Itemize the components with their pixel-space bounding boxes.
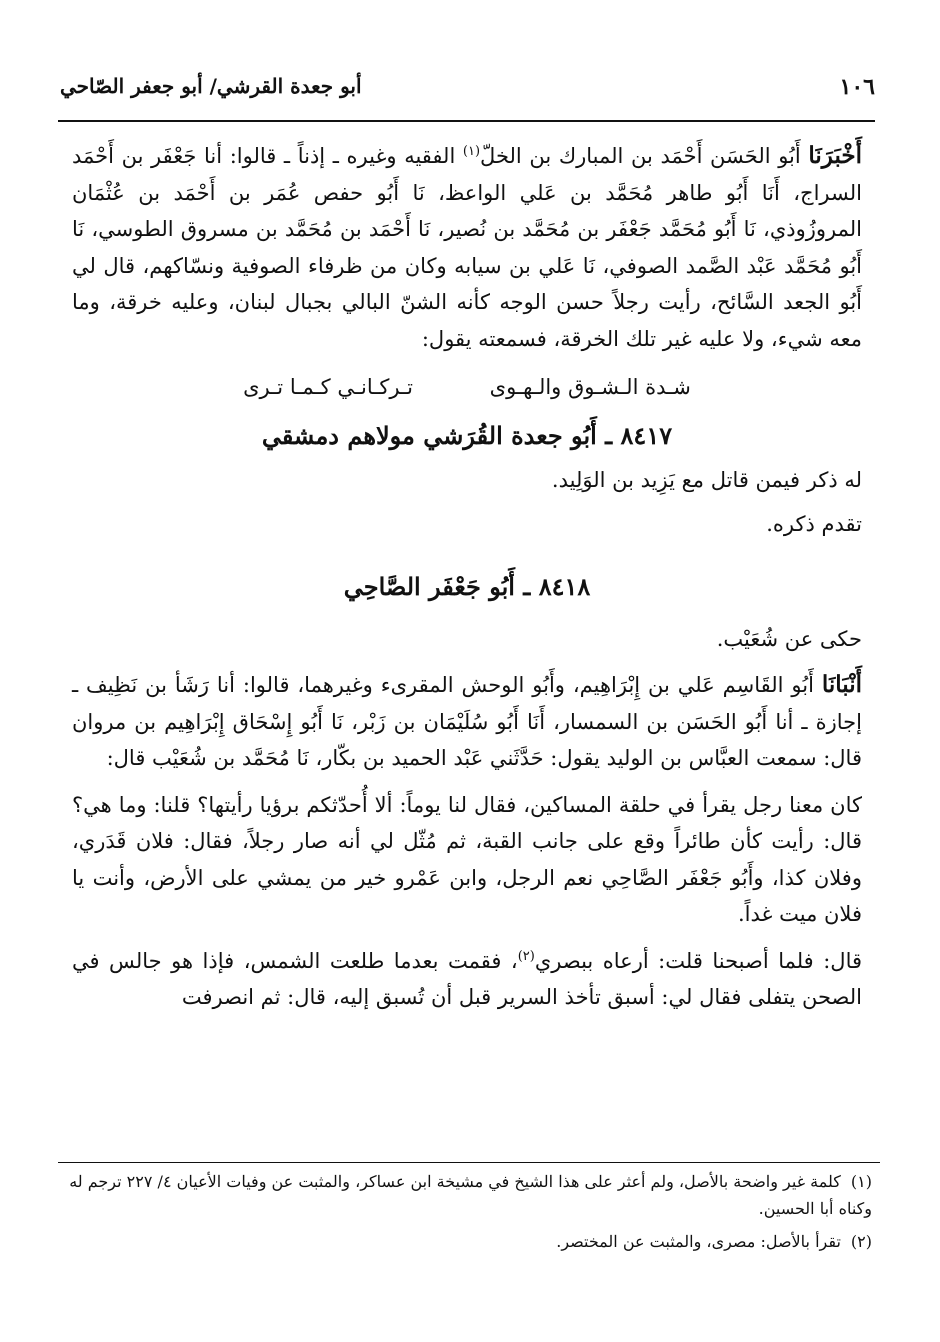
footnote-number: (٢): [850, 1232, 872, 1251]
paragraph-text: ، فقمت بعدما طلعت الشمس، فإذا هو جالس في الصحن يتفلى فقال لي: أسبق تأخذ السرير قبل أن تُسبق إليه، قال: ثم انصرفت: [72, 948, 862, 1009]
footnote-marker[interactable]: (٢): [517, 948, 535, 964]
biography-line: له ذكر فيمن قاتل مع يَزِيد بن الوَلِيد.: [551, 467, 862, 492]
poem-hemistich-2: تـركـانـي كـمـا تـرى: [243, 375, 413, 399]
running-header: [60, 74, 875, 118]
main-text: [72, 138, 862, 1016]
biography-heading-8417: ٨٤١٧ ـ أَبُو جعدة القُرَشي مولاهم دمشقي: [261, 420, 673, 450]
footnote-text: كلمة غير واضحة بالأصل، ولم أعثر على هذا الشيخ في مشيخة ابن عساكر، والمثبت عن وفيات الأعيان ٤/ ٢٢٧ ترجم له وكناه أبا الحسين.: [69, 1172, 872, 1218]
paragraph-story-1: كان معنا رجل يقرأ في حلقة المساكين، فقال لنا يوماً: ألا أُحدّثكم برؤيا رأيتها؟ قلنا: وما هي؟ قال: رأيت كأن طائراً وقع على جانب القبة، ثم مُثّل لي أنه صار رجلاً، فقال: فلان قَدَري، وفلان كذا، وأَبُو جَعْفَر الصَّاحِي نعم الرجل، وابن عَمْرو خير من يمشي على الأرض، وأنت يا فلان ميت غداً.: [72, 792, 862, 926]
footnote-rule: [58, 1162, 880, 1163]
paragraph-isnad-2: [72, 667, 862, 777]
paragraph-text: أَبُو الحَسَن أَحْمَد بن المبارك بن الخلّ: [480, 144, 809, 168]
transmission-term: أَخْبَرَنَا: [808, 142, 862, 169]
paragraph-story-2: [72, 943, 862, 1016]
footnote-number: (١): [850, 1172, 872, 1191]
paragraph-text: الفقيه وغيره ـ إذناً ـ قالوا: أنا جَعْفَر بن أَحْمَد السراج، أَنَا أَبُو طاهر مُحَمَّد بن عَلي الواعظ، نَا أَبُو حفص عُمَر بن أَحْمَد بن عُثْمَان المروزُوذي، نَا أَبُو مُحَمَّد جَعْفَر بن مُحَمَّد بن نُصير، نَا أَحْمَد بن مُحَمَّد بن مسروق الطوسي، نَا أَبُو مُحَمَّد عَبْد الصَّمد الصوفي، نَا عَلي بن سيابه وكان من ظرفاء الصوفية ونسّاكهم، قال لي أَبُو الجعد السَّائح، رأيت رجلاً حسن الوجه كأنه الشنّ البالي بجبال لبنان، وعليه خرقة، وما معه شيء، ولا عليه غير تلك الخرقة، فسمعته يقول:: [72, 144, 862, 351]
footnote: [66, 1168, 872, 1222]
footnote-marker[interactable]: (١): [462, 144, 481, 159]
footnote-text: تقرأ بالأصل: مصرى، والمثبت عن المختصر.: [556, 1232, 841, 1251]
poem-verse: [72, 369, 862, 406]
transmission-term: أَنْبَانَا: [821, 671, 862, 698]
running-title: أبو جعدة القرشي/ أبو جعفر الصّاحي: [60, 74, 362, 98]
paragraph-text: قال: فلما أصبحنا قلت: أرعاه ببصري: [534, 948, 863, 973]
paragraph-text: أَبُو القَاسِم عَلي بن إِبْرَاهِيم، وأَبُو الوحش المقرىء وغيرهما، قالوا: أنا رَشَأ بن نَظِيف ـ إجازة ـ أنا أَبُو الحَسَن بن السمسار، أَنَا أَبُو سُلَيْمَان بن زَبْر، نَا أَبُو إِسْحَاق إِبْرَاهِيم بن مروان قال: سمعت العبَّاس بن الوليد يقول: حَدَّثَني عَبْد الحميد بن بكّار، نَا مُحَمَّد بن شُعَيْب قال:: [72, 673, 862, 770]
biography-intro: حكى عن شُعَيْب.: [716, 626, 862, 651]
page-number: ١٠٦: [839, 74, 875, 100]
footnote: [66, 1228, 872, 1255]
biography-heading-8418: ٨٤١٨ ـ أَبُو جَعْفَر الصَّاحِي: [343, 571, 591, 601]
poem-hemistich-1: شـدة الـشـوق والـهـوى: [489, 375, 691, 399]
header-rule: [58, 120, 875, 122]
paragraph-isnad-1: [72, 138, 862, 357]
footnotes: [66, 1168, 872, 1261]
biography-line: تقدم ذكره.: [766, 512, 862, 536]
